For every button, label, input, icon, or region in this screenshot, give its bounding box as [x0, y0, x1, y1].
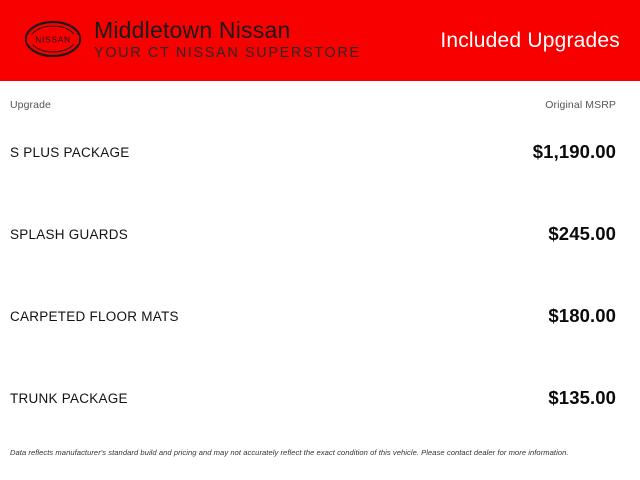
- page-title: Included Upgrades: [440, 28, 620, 52]
- table-column-headers: [0, 81, 640, 111]
- table-row: [0, 193, 640, 275]
- upgrade-name: CARPETED FLOOR MATS: [10, 308, 179, 324]
- disclaimer-text: Data reflects manufacturer's standard build and pricing and may not accurately reflect the exact condition of this vehicle. Please contact dealer for more information.: [10, 448, 569, 458]
- upgrade-name: TRUNK PACKAGE: [10, 390, 128, 406]
- upgrade-price: $180.00: [548, 305, 616, 326]
- page-footer: [0, 448, 640, 458]
- table-row: [0, 275, 640, 357]
- upgrade-price: $1,190.00: [532, 141, 616, 162]
- table-row: [0, 111, 640, 193]
- dealer-tagline: YOUR CT NISSAN SUPERSTORE: [94, 44, 361, 61]
- nissan-logo-icon: [24, 19, 82, 59]
- svg-text:NISSAN: NISSAN: [35, 34, 71, 45]
- dealer-name-block: [94, 16, 361, 61]
- table-row: [0, 357, 640, 439]
- column-header-upgrade: Upgrade: [10, 99, 51, 111]
- upgrades-table: [0, 111, 640, 439]
- upgrade-name: SPLASH GUARDS: [10, 226, 129, 242]
- upgrade-price: $135.00: [548, 387, 616, 408]
- dealer-branding: [24, 18, 361, 60]
- upgrade-name: S PLUS PACKAGE: [10, 144, 130, 160]
- dealer-name: Middletown Nissan: [94, 16, 291, 43]
- column-header-msrp: Original MSRP: [545, 99, 616, 111]
- page-header: [0, 0, 640, 81]
- upgrade-price: $245.00: [548, 223, 616, 244]
